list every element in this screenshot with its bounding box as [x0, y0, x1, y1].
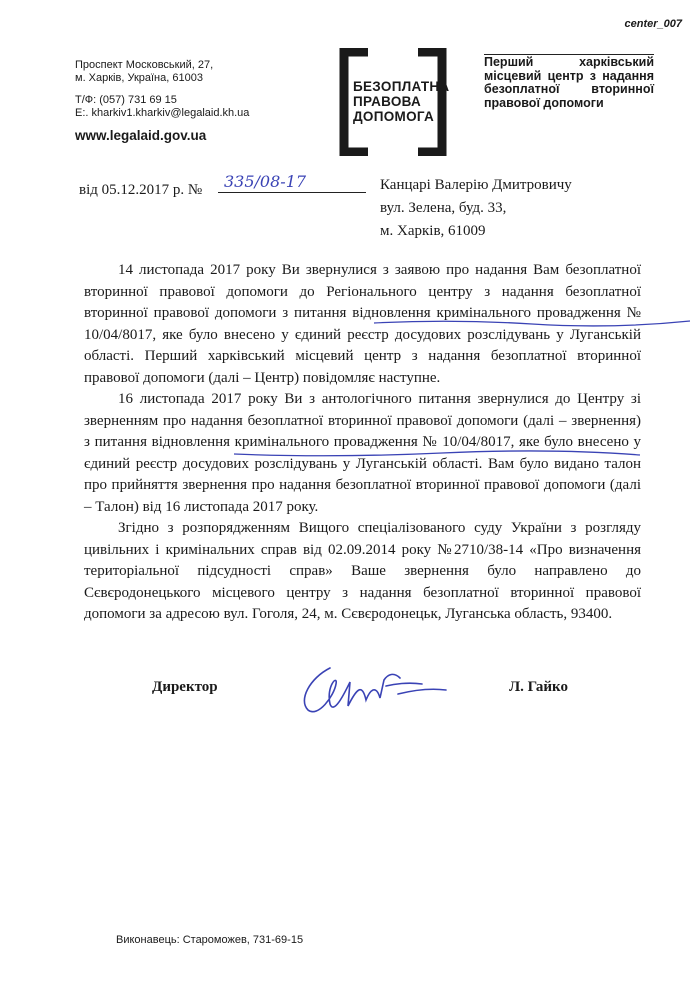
email-line: E:. kharkiv1.kharkiv@legalaid.kh.ua — [75, 107, 250, 119]
recipient-name: Канцарі Валерію Дмитровичу — [380, 177, 572, 193]
reference-underline — [218, 192, 366, 193]
logo-text-line-1: БЕЗОПЛАТНА — [353, 79, 450, 94]
signatory-title: Директор — [152, 679, 218, 695]
website-link[interactable]: www.legalaid.gov.ua — [75, 128, 207, 143]
executor-line: Виконавець: Староможев, 731-69-15 — [116, 934, 304, 946]
pen-underline-2 — [232, 448, 642, 460]
body-paragraph-3: Згідно з розпорядженням Вищого спеціалізованого суду України з розгляду цивільних і кримінальних справ від 02.09.2014 року №2710/38-14 «Про визначення територіальної підсудності справ» Ваше звернення було направлено до Сєвєродонецького місцевого центру з надання безоплатної вторинної правової допомоги за адресою вул. Гоголя, 24, м. Сєвєродонецьк, Луганська область, 93400. — [84, 520, 641, 622]
reference-number-handwritten: 335/08-17 — [224, 172, 307, 191]
reference-prefix: від 05.12.2017 р. № — [79, 182, 203, 198]
pen-underline-1 — [372, 315, 692, 329]
body-paragraph-1: 14 листопада 2017 року Ви звернулися з заявою про надання Вам безоплатної вторинної правової допомоги до Регіонального центру з надання безоплатної вторинної правової допомоги з питання відновлення кримінального провадження № 10/04/8017, яке було внесено у єдиний реєстр досудових розслідувань у Луганській області. Перший харківський місцевий центр з надання безоплатної вторинної правової допомоги (далі – Центр) повідомляє наступне. — [84, 262, 641, 386]
logo-text-line-2: ПРАВОВА — [353, 94, 422, 109]
organization-name: Перший харківський місцевий центр з надання безоплатної вторинної правової допомоги — [484, 55, 654, 110]
recipient-street: вул. Зелена, буд. 33, — [380, 200, 507, 216]
signatory-name: Л. Гайко — [509, 679, 568, 695]
phone-line: Т/Ф: (057) 731 69 15 — [75, 94, 177, 106]
address-line-1: Проспект Московський, 27, — [75, 59, 214, 71]
logo-text — [353, 79, 450, 124]
recipient-city: м. Харків, 61009 — [380, 223, 486, 239]
watermark-label: center_007 — [624, 18, 682, 30]
handwritten-signature — [290, 660, 450, 720]
body-paragraph-2: 16 листопада 2017 року Ви з антологічного питання звернулися до Центру зі зверненням про надання безоплатної вторинної правової допомоги (далі – звернення) з питання відновлення кримінального провадження № 10/04/8017, яке було внесено у єдиний реєстр досудових розслідувань у Луганській області. Вам було видано талон про прийняття звернення про надання безоплатної вторинної правової допомоги (далі – Талон) від 16 листопада 2017 року. — [84, 391, 641, 515]
address-line-2: м. Харків, Україна, 61003 — [75, 72, 203, 84]
logo-text-line-3: ДОПОМОГА — [353, 109, 435, 124]
